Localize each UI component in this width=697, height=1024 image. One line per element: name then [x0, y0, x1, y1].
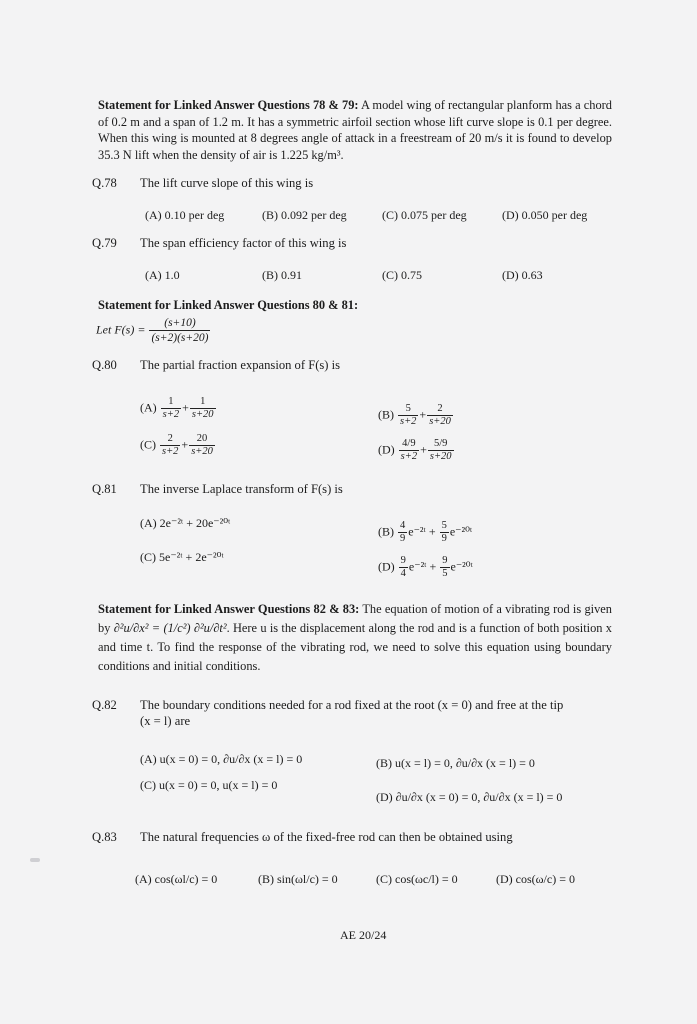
fraction: [427, 403, 453, 428]
option-b: (B) 0.91: [262, 268, 302, 282]
denominator: s+2: [162, 409, 180, 420]
option-d: (D) $\frac{4/9}{s+2}$ + $\frac{5/9}{s+20}$: [378, 438, 452, 462]
option-label: (D): [378, 442, 395, 457]
let-label: Let F(s) =: [96, 322, 146, 337]
numerator: 20: [189, 433, 215, 446]
exponential: e⁻²⁰ᵗ: [450, 559, 473, 574]
exponential: e⁻²ᵗ: [408, 559, 427, 574]
statement-pre: The equation of motion of a vibrating rod is given by: [98, 602, 612, 635]
numerator: 2: [160, 433, 180, 446]
option-c: (C) 5e⁻²ᵗ + 2e⁻²⁰ᵗ: [140, 550, 224, 564]
question-number: Q.83: [92, 830, 117, 844]
numerator: 5: [441, 520, 447, 531]
statement-82-83: [98, 600, 612, 676]
numerator: 5: [398, 403, 418, 416]
option-label: (B): [378, 407, 394, 422]
exponential: e⁻²⁰ᵗ: [449, 524, 473, 539]
option-d: (D) ∂u/∂x (x = 0) = 0, ∂u/∂x (x = l) = 0: [376, 790, 563, 804]
question-number: Q.78: [92, 176, 117, 190]
question-text: The boundary conditions needed for a rod fixed at the root (x = 0) and free at the tip: [140, 698, 564, 712]
denominator: 9: [400, 533, 406, 544]
fraction: [398, 520, 407, 545]
option-c: (C) 0.75: [382, 268, 422, 282]
statement-title: Statement for Linked Answer Questions 80 & 81:: [98, 298, 359, 312]
denominator: s+2: [400, 416, 417, 427]
question-number: Q.82: [92, 698, 117, 712]
question-text: The natural frequencies ω of the fixed-free rod can then be obtained using: [140, 830, 513, 844]
denominator: s+20: [429, 451, 452, 462]
page-footer: AE 20/24: [340, 928, 387, 942]
option-d: (D) 0.050 per deg: [502, 208, 588, 222]
numerator: 9: [442, 555, 448, 566]
denominator: 5: [442, 568, 448, 579]
question-text: The inverse Laplace transform of F(s) is: [140, 482, 343, 496]
option-label: (A): [140, 400, 157, 415]
question-text: The span efficiency factor of this wing is: [140, 236, 347, 250]
statement-title: Statement for Linked Answer Questions 82 & 83:: [98, 602, 360, 616]
numerator: 5/9: [428, 438, 454, 451]
question-text-line2: (x = l) are: [140, 714, 191, 728]
option-c: (C) $\frac{2}{s+2}$ + $\frac{20}{s+20}$: [140, 433, 213, 457]
option-a: (A) 2e⁻²ᵗ + 20e⁻²⁰ᵗ: [140, 516, 231, 530]
question-number: Q.79: [92, 236, 117, 250]
statement-78-79: [98, 97, 612, 163]
option-d: (D) cos(ω/c) = 0: [496, 872, 575, 886]
option-label: (B): [378, 524, 394, 539]
statement-title: Statement for Linked Answer Questions 78 & 79:: [98, 98, 359, 112]
question-text: The lift curve slope of this wing is: [140, 176, 314, 190]
option-b: (B) 0.092 per deg: [262, 208, 347, 222]
numerator: 4/9: [399, 438, 419, 451]
option-a: (A) u(x = 0) = 0, ∂u/∂x (x = l) = 0: [140, 752, 303, 766]
fraction: [440, 520, 449, 545]
statement-body: A model wing of rectangular planform has a chord of 0.2 m and a span of 1.2 m. It has a symmetric airfoil section whose lift curve slope is 0.1 per degree. When this wing is mounted at 8 degrees angle of attack in a freestream of 20 m/s it is found to develop 35.3 N lift when the density of air is 1.225 kg/m³.: [98, 98, 612, 162]
exponential: e⁻²ᵗ: [408, 524, 426, 539]
option-b: (B) u(x = l) = 0, ∂u/∂x (x = l) = 0: [376, 756, 535, 770]
option-c: (C) 0.075 per deg: [382, 208, 467, 222]
fraction: [428, 438, 454, 463]
fraction: [190, 396, 216, 421]
denominator: s+20: [191, 446, 213, 457]
denominator: s+20: [429, 416, 451, 427]
question-text: The partial fraction expansion of F(s) is: [140, 358, 341, 372]
scan-smudge: [30, 858, 40, 862]
option-b: (B) $\frac{4}{9}$ e⁻²ᵗ + $\frac{5}{9}$ e⁻²⁰ᵗ: [378, 520, 473, 544]
option-b: (B) sin(ωl/c) = 0: [258, 872, 338, 886]
numerator: 9: [400, 555, 406, 566]
option-a: (A) 0.10 per deg: [145, 208, 225, 222]
numerator: 1: [190, 396, 216, 409]
wave-equation: ∂²u/∂x² = (1/c²) ∂²u/∂t²: [113, 621, 227, 635]
option-d: (D) 0.63: [502, 268, 543, 282]
fraction: [440, 555, 449, 580]
question-number: Q.80: [92, 358, 117, 372]
statement-post: . Here u is the displacement along the rod and is a function of both position x and time t. To find the response of the vibrating rod, we need to solve this equation using boundary conditions and initial conditions.: [98, 621, 612, 673]
denominator: s+2: [400, 451, 418, 462]
option-d: (D) $\frac{9}{4}$ e⁻²ᵗ + $\frac{9}{5}$ e⁻²⁰ᵗ: [378, 555, 473, 579]
option-a: (A) cos(ωl/c) = 0: [135, 872, 218, 886]
function-definition: [96, 316, 211, 345]
option-label: (C): [140, 437, 156, 452]
numerator: 4: [400, 520, 406, 531]
numerator: (s+10): [149, 316, 210, 331]
option-a: (A) 1.0: [145, 268, 180, 282]
fraction: [161, 396, 181, 421]
fraction: [149, 316, 210, 345]
denominator: s+2: [162, 446, 179, 457]
fraction: [189, 433, 215, 458]
fraction: [399, 555, 408, 580]
option-c: (C) u(x = 0) = 0, u(x = l) = 0: [140, 778, 278, 792]
fraction: [399, 438, 419, 463]
numerator: 2: [427, 403, 453, 416]
fraction: [398, 403, 418, 428]
question-number: Q.81: [92, 482, 117, 496]
option-c: (C) cos(ωc/l) = 0: [376, 872, 458, 886]
fraction: [160, 433, 180, 458]
option-a: (A) $\frac{1}{s+2}$ + $\frac{1}{s+20}$: [140, 396, 214, 420]
option-label: (D): [378, 559, 395, 574]
option-b: (B) $\frac{5}{s+2}$ + $\frac{2}{s+20}$: [378, 403, 451, 427]
denominator: s+20: [191, 409, 214, 420]
denominator: 9: [441, 533, 447, 544]
denominator: (s+2)(s+20): [151, 332, 209, 344]
numerator: 1: [161, 396, 181, 409]
denominator: 4: [400, 568, 406, 579]
